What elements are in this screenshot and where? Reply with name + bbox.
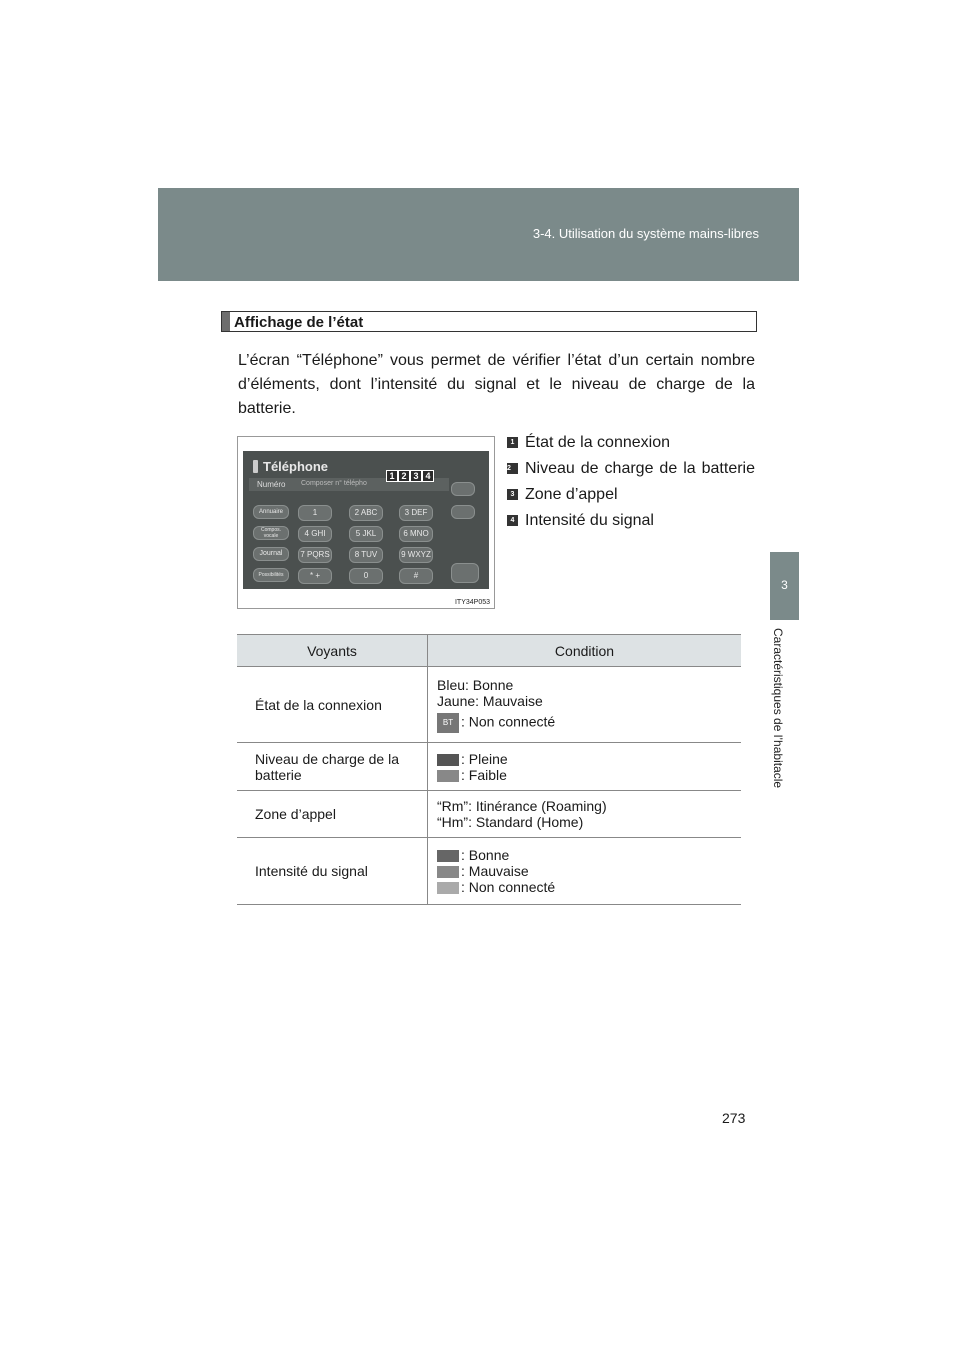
page-number: 273 — [722, 1110, 746, 1126]
status-table — [237, 634, 741, 905]
image-code: ITY34P053 — [454, 599, 490, 606]
signal-poor-icon — [437, 866, 459, 878]
callout-item — [507, 510, 755, 532]
callout-number: 4 — [507, 515, 518, 526]
keypad-key: 8 TUV — [349, 547, 383, 563]
screenshot-frame — [237, 436, 495, 609]
condition-cell — [428, 667, 742, 743]
marker-2: 2 — [398, 470, 410, 482]
keypad-key: 4 GHI — [298, 526, 332, 542]
signal-good-icon — [437, 850, 459, 862]
callout-text: État de la connexion — [525, 434, 670, 451]
compose-label: Composer n° télépho — [301, 480, 367, 487]
keypad-key: 5 JKL — [349, 526, 383, 542]
callout-number: 2 — [507, 463, 518, 474]
keypad-key: 9 WXYZ — [399, 547, 433, 563]
voyant-cell: Intensité du signal — [237, 838, 428, 905]
callout-item — [507, 432, 755, 454]
section-title: Affichage de l’état — [234, 314, 364, 331]
callout-text: Zone d’appel — [525, 486, 618, 503]
condition-line-wrap — [437, 713, 740, 733]
keypad-key: * + — [298, 568, 332, 584]
condition-line: “Hm”: Standard (Home) — [437, 814, 584, 830]
condition-line-wrap — [437, 767, 740, 783]
header-title: 3-4. Utilisation du système mains-libres — [532, 226, 759, 241]
section-heading-mark — [222, 312, 230, 331]
marker-3: 3 — [410, 470, 422, 482]
keypad-key: 2 ABC — [349, 505, 383, 521]
keypad-key: 7 PQRS — [298, 547, 332, 563]
table-row — [237, 791, 741, 838]
callout-item — [507, 484, 755, 506]
callout-item — [507, 458, 755, 480]
condition-line-wrap — [437, 879, 740, 895]
condition-line-wrap — [437, 847, 740, 863]
condition-line: Bleu: Bonne — [437, 676, 514, 693]
table-row — [237, 667, 741, 743]
keypad-key: 1 — [298, 505, 332, 521]
callout-list — [507, 432, 755, 536]
condition-line-wrap — [437, 751, 740, 767]
section-heading — [221, 311, 757, 332]
keypad-key: 6 MNO — [399, 526, 433, 542]
callout-text: Niveau de charge de la batterie — [525, 460, 755, 477]
condition-line: : Non connecté — [461, 879, 556, 895]
condition-cell — [428, 743, 742, 791]
number-label: Numéro — [257, 480, 286, 489]
table-row — [237, 838, 741, 905]
marker-1: 1 — [386, 470, 398, 482]
bluetooth-disconnected-icon: BT — [437, 713, 459, 733]
side-button: Possibilités — [253, 568, 289, 582]
battery-full-icon — [437, 754, 459, 766]
screen-search-icon — [451, 482, 475, 496]
chapter-tab — [770, 552, 799, 620]
condition-line: : Bonne — [461, 847, 510, 863]
callout-text: Intensité du signal — [525, 512, 654, 529]
phone-screen-image — [243, 451, 489, 589]
screen-hangup-icon — [451, 563, 479, 583]
condition-line: : Mauvaise — [461, 863, 529, 879]
chapter-number: 3 — [781, 578, 788, 592]
table-header: Voyants — [237, 635, 428, 667]
condition-line-wrap — [437, 863, 740, 879]
table-row — [237, 743, 741, 791]
side-button: Journal — [253, 547, 289, 561]
table-header: Condition — [428, 635, 742, 667]
voyant-cell: Zone d’appel — [237, 791, 428, 838]
side-button: Annuaire — [253, 505, 289, 519]
table-header-row — [237, 635, 741, 667]
voyant-cell: Niveau de charge de la batterie — [237, 743, 428, 791]
keypad-key: 3 DEF — [399, 505, 433, 521]
screen-card-icon — [451, 505, 475, 519]
side-button: Compos. vocale — [253, 526, 289, 540]
chapter-side-label: Caractéristiques de l’habitacle — [771, 628, 785, 789]
voyant-cell: État de la connexion — [237, 667, 428, 743]
keypad-key: # — [399, 568, 433, 584]
battery-low-icon — [437, 770, 459, 782]
keypad-key: 0 — [349, 568, 383, 584]
screen-title: Téléphone — [263, 459, 329, 474]
condition-line: Jaune: Mauvaise — [437, 692, 543, 709]
chapter-side-label-box — [771, 628, 795, 828]
intro-paragraph: L’écran “Téléphone” vous permet de vérifier l’état d’un certain nombre d’éléments, dont l’intensité du signal et le niveau de charge de la batterie. — [238, 352, 755, 417]
chapter-header — [158, 188, 799, 281]
condition-cell — [428, 838, 742, 905]
condition-line: : Non connecté — [461, 713, 556, 730]
signal-none-icon — [437, 882, 459, 894]
callout-number: 1 — [507, 437, 518, 448]
condition-line: “Rm”: Itinérance (Roaming) — [437, 798, 607, 814]
condition-line: : Pleine — [461, 750, 508, 767]
condition-cell — [428, 791, 742, 838]
callout-number: 3 — [507, 489, 518, 500]
condition-line: : Faible — [461, 766, 507, 783]
phone-icon — [253, 460, 258, 473]
marker-4: 4 — [422, 470, 434, 482]
